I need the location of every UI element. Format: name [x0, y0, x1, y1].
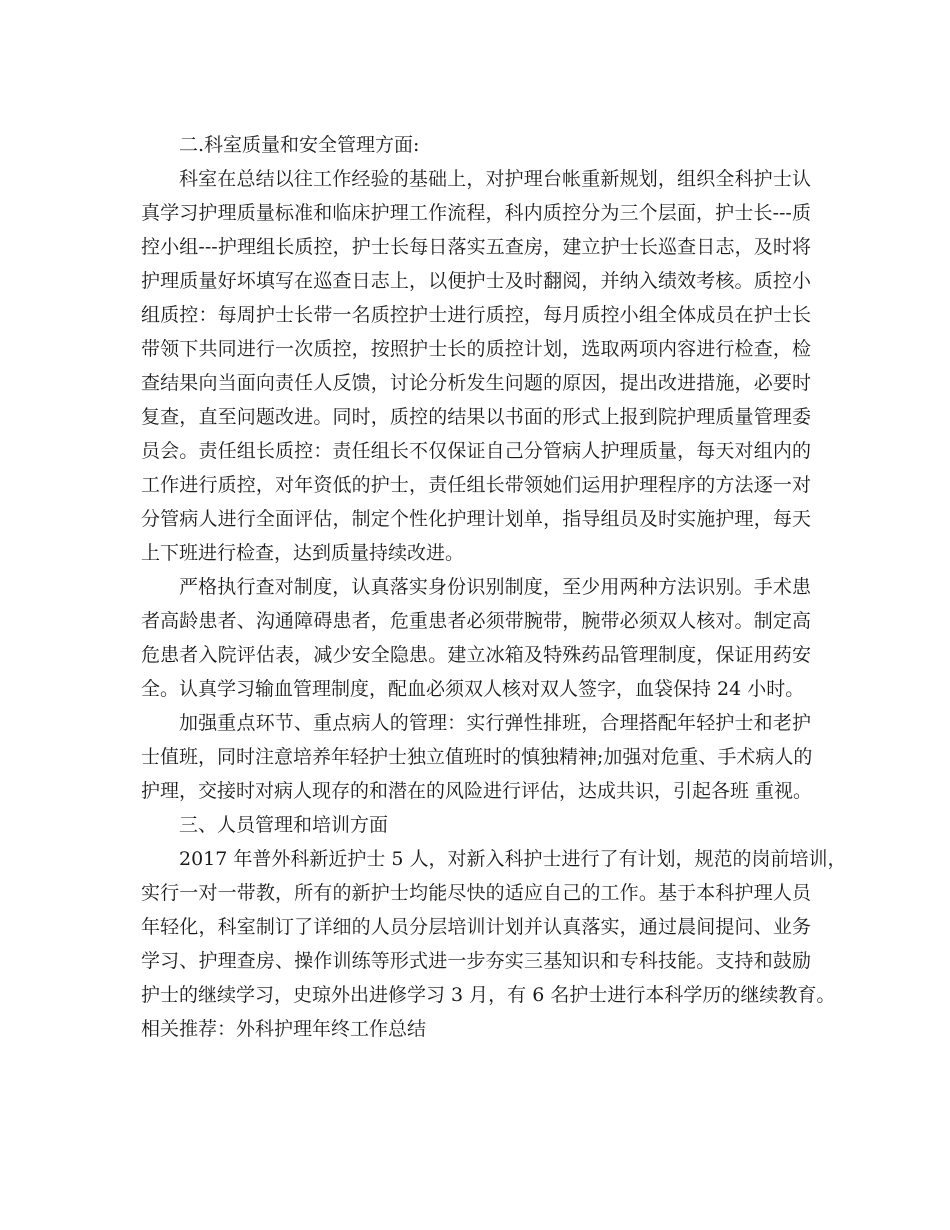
text-line: 严格执行查对制度，认真落实身份识别制度，至少用两种方法识别。手术患 — [179, 576, 811, 598]
document-body — [141, 128, 847, 1046]
text-line: 护理，交接时对病人现存的和潜在的风险进行评估，达成共识，引起各班 重视。 — [141, 780, 813, 802]
text-line: 科室在总结以往工作经验的基础上，对护理台帐重新规划，组织全科护士认 — [179, 168, 811, 190]
text-line: 带领下共同进行一次质控，按照护士长的质控计划，选取两项内容进行检查，检 — [141, 338, 811, 360]
text-line: 护理质量好坏填写在巡查日志上，以便护士及时翻阅，并纳入绩效考核。质控小 — [141, 270, 811, 292]
text-line: 复查，直至问题改进。同时，质控的结果以书面的形式上报到院护理质量管理委 — [141, 406, 811, 428]
text-line: 危患者入院评估表，减少安全隐患。建立冰箱及特殊药品管理制度，保证用药安 — [141, 644, 811, 666]
text-line: 士值班，同时注意培养年轻护士独立值班时的慎独精神;加强对危重、手术病人的 — [141, 746, 813, 768]
text-line: 控小组---护理组长质控，护士长每日落实五查房，建立护士长巡查日志，及时将 — [141, 236, 811, 258]
text-line: 上下班进行检查，达到质量持续改进。 — [141, 542, 465, 564]
text-line: 真学习护理质量标准和临床护理工作流程，科内质控分为三个层面，护士长---质 — [141, 202, 811, 224]
text-line: 学习、护理查房、操作训练等形式进一步夯实三基知识和专科技能。支持和鼓励 — [141, 950, 811, 972]
text-line: 分管病人进行全面评估，制定个性化护理计划单，指导组员及时实施护理，每天 — [141, 508, 811, 530]
text-line: 实行一对一带教，所有的新护士均能尽快的适应自己的工作。基于本科护理人员 — [141, 882, 811, 904]
text-line: 相关推荐：外科护理年终工作总结 — [141, 1018, 427, 1040]
text-line: 全。认真学习输血管理制度，配血必须双人核对双人签字，血袋保持 24 小时。 — [141, 678, 805, 700]
text-line: 者高龄患者、沟通障碍患者，危重患者必须带腕带，腕带必须双人核对。制定高 — [141, 610, 811, 632]
text-line: 年轻化，科室制订了详细的人员分层培训计划并认真落实，通过晨间提问、业务 — [141, 916, 811, 938]
text-line: 2017 年普外科新近护士 5 人，对新入科护士进行了有计划，规范的岗前培训， — [179, 848, 847, 870]
text-line: 查结果向当面向责任人反馈，讨论分析发生问题的原因，提出改进措施，必要时 — [141, 372, 811, 394]
text-line: 员会。责任组长质控：责任组长不仅保证自己分管病人护理质量，每天对组内的 — [141, 440, 811, 462]
text-line: 二.科室质量和安全管理方面: — [179, 134, 420, 156]
text-line: 三、人员管理和培训方面 — [179, 814, 389, 836]
text-line: 护士的继续学习，史琼外出进修学习 3 月，有 6 名护士进行本科学历的继续教育。 — [141, 984, 836, 1006]
text-line: 工作进行质控，对年资低的护士，责任组长带领她们运用护理程序的方法逐一对 — [141, 474, 811, 496]
text-line: 加强重点环节、重点病人的管理：实行弹性排班，合理搭配年轻护士和老护 — [179, 712, 811, 734]
text-line: 组质控：每周护士长带一名质控护士进行质控，每月质控小组全体成员在护士长 — [141, 304, 811, 326]
